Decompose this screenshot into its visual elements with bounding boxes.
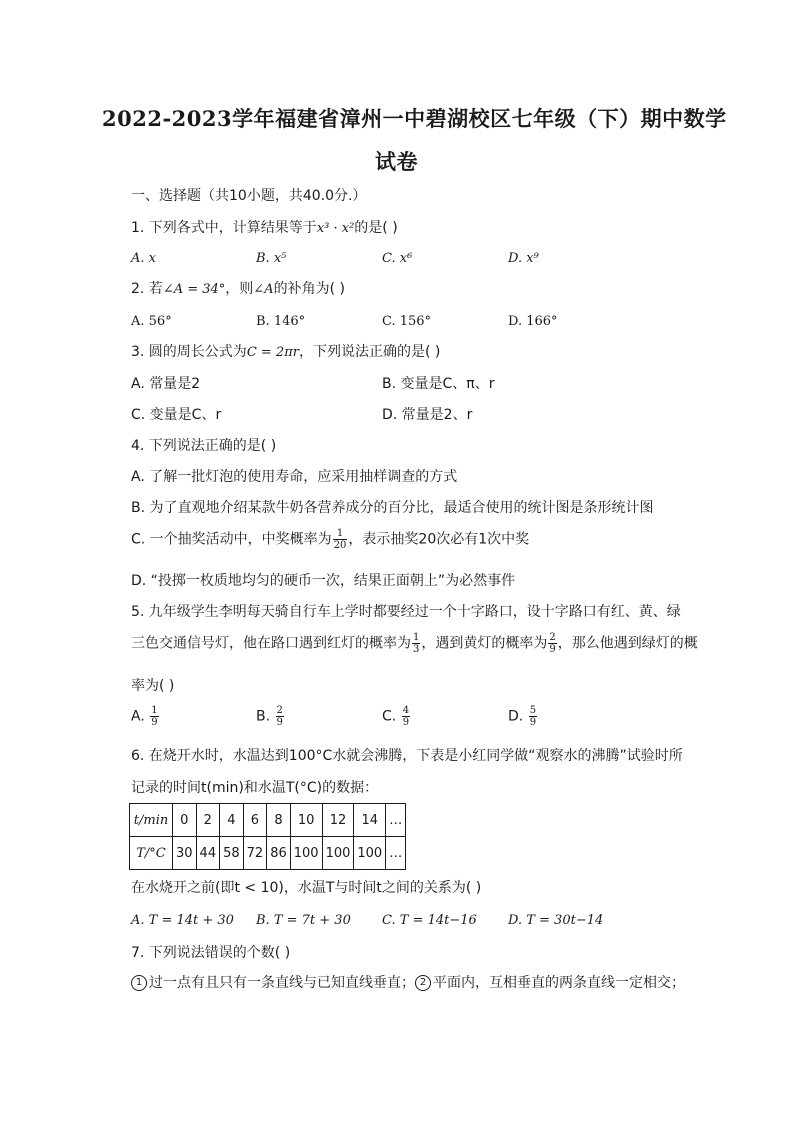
- question-2-stem: 2. 若∠A = 34°，则∠A的补角为( ): [131, 281, 345, 297]
- q6-option-d: D. T = 30t−14: [508, 913, 604, 928]
- question-6-line1: 6. 在烧开水时，水温达到100°C水就会沸腾，下表是小红同学做“观察水的沸腾”试验时所: [131, 748, 683, 764]
- q2-option-b: B. 146°: [256, 314, 306, 329]
- q4-option-c: C. 一个抽奖活动中，中奖概率为 $\frac{1}{20}$ ，表示抽奖20次必有1次中奖: [131, 528, 530, 551]
- question-7-stem: 7. 下列说法错误的个数( ): [131, 945, 291, 961]
- q3-option-d: D. 常量是2、r: [382, 407, 473, 423]
- table-cell: 6: [243, 804, 267, 837]
- fraction-red: $\frac{1}{3}$: [413, 632, 420, 655]
- question-4-stem: 4. 下列说法正确的是( ): [131, 438, 277, 454]
- q6-option-c: C. T = 14t−16: [382, 913, 477, 928]
- table-cell: …: [386, 837, 406, 870]
- table-cell: t/min: [130, 804, 173, 837]
- table-cell: 4: [220, 804, 244, 837]
- question-3-stem: 3. 圆的周长公式为C = 2πr，下列说法正确的是( ): [131, 344, 441, 360]
- question-5-line2: 三色交通信号灯，他在路口遇到红灯的概率为 $\frac{1}{3}$ ，遇到黄灯的概率为 $\frac{2}{9}$ ，那么他遇到绿灯的概: [131, 632, 698, 655]
- fraction-yellow: $\frac{2}{9}$: [549, 632, 556, 655]
- q5-option-d: D. $\frac{5}{9}$: [508, 705, 537, 728]
- q1-option-d: D. x⁹: [508, 251, 539, 266]
- table-cell: 14: [354, 804, 386, 837]
- q2-option-a: A. 56°: [131, 314, 172, 329]
- q3-option-b: B. 变量是C、π、r: [382, 376, 495, 392]
- q2-option-c: C. 156°: [382, 314, 432, 329]
- question-1-stem: 1. 下列各式中，计算结果等于x³ · x²的是( ): [131, 220, 398, 236]
- q4-option-d: D. “投掷一枚质地均匀的硬币一次，结果正面朝上”为必然事件: [131, 573, 516, 589]
- question-7-items: 1 过一点有且只有一条直线与已知直线垂直； 2 平面内，互相垂直的两条直线一定相交；: [131, 974, 685, 992]
- table-cell: T/°C: [130, 837, 173, 870]
- question-5-line1: 5. 九年级学生李明每天骑自行车上学时都要经过一个十字路口，设十字路口有红、黄、绿: [131, 604, 681, 620]
- page-title-line2: 试卷: [375, 149, 418, 174]
- q1-option-c: C. x⁶: [382, 251, 413, 266]
- table-cell: 0: [173, 804, 197, 837]
- table-row: [130, 804, 406, 837]
- table-cell: 58: [220, 837, 244, 870]
- fraction: $\frac{1}{20}$: [333, 528, 347, 551]
- circled-number: 1: [131, 975, 147, 991]
- q5-option-a: A. $\frac{1}{9}$: [131, 705, 158, 728]
- table-cell: 44: [196, 837, 220, 870]
- table-cell: 100: [354, 837, 386, 870]
- table-cell: …: [386, 804, 406, 837]
- table-cell: 100: [290, 837, 322, 870]
- q2-option-d: D. 166°: [508, 314, 558, 329]
- question-6-condition: 在水烧开之前(即t < 10)，水温T与时间t之间的关系为( ): [131, 880, 482, 896]
- table-cell: 10: [290, 804, 322, 837]
- q6-option-b: B. T = 7t + 30: [256, 913, 351, 928]
- circled-number: 2: [415, 975, 431, 991]
- table-row: [130, 837, 406, 870]
- page-title: 2022-2023学年福建省漳州一中碧湖校区七年级（下）期中数学: [102, 106, 727, 131]
- table-cell: 8: [267, 804, 291, 837]
- q5-option-c: C. $\frac{4}{9}$: [382, 705, 410, 728]
- q1-option-b: B. x⁵: [256, 251, 287, 266]
- q5-option-b: B. $\frac{2}{9}$: [256, 705, 283, 728]
- q3-option-a: A. 常量是2: [131, 376, 201, 392]
- q4-option-a: A. 了解一批灯泡的使用寿命，应采用抽样调查的方式: [131, 469, 458, 485]
- table-cell: 100: [322, 837, 354, 870]
- table-cell: 2: [196, 804, 220, 837]
- table-cell: 86: [267, 837, 291, 870]
- table-cell: 30: [173, 837, 197, 870]
- q1-option-a: A. x: [131, 251, 156, 266]
- question-5-line3: 率为( ): [131, 678, 175, 694]
- table-cell: 12: [322, 804, 354, 837]
- table-cell: 72: [243, 837, 267, 870]
- q4-option-b: B. 为了直观地介绍某款牛奶各营养成分的百分比，最适合使用的统计图是条形统计图: [131, 500, 654, 516]
- q6-option-a: A. T = 14t + 30: [131, 913, 234, 928]
- section-heading: 一、选择题（共10小题，共40.0分.）: [131, 188, 367, 204]
- data-table: [129, 803, 406, 870]
- q3-option-c: C. 变量是C、r: [131, 407, 222, 423]
- question-6-line2: 记录的时间t(min)和水温T(°C)的数据：: [131, 780, 379, 796]
